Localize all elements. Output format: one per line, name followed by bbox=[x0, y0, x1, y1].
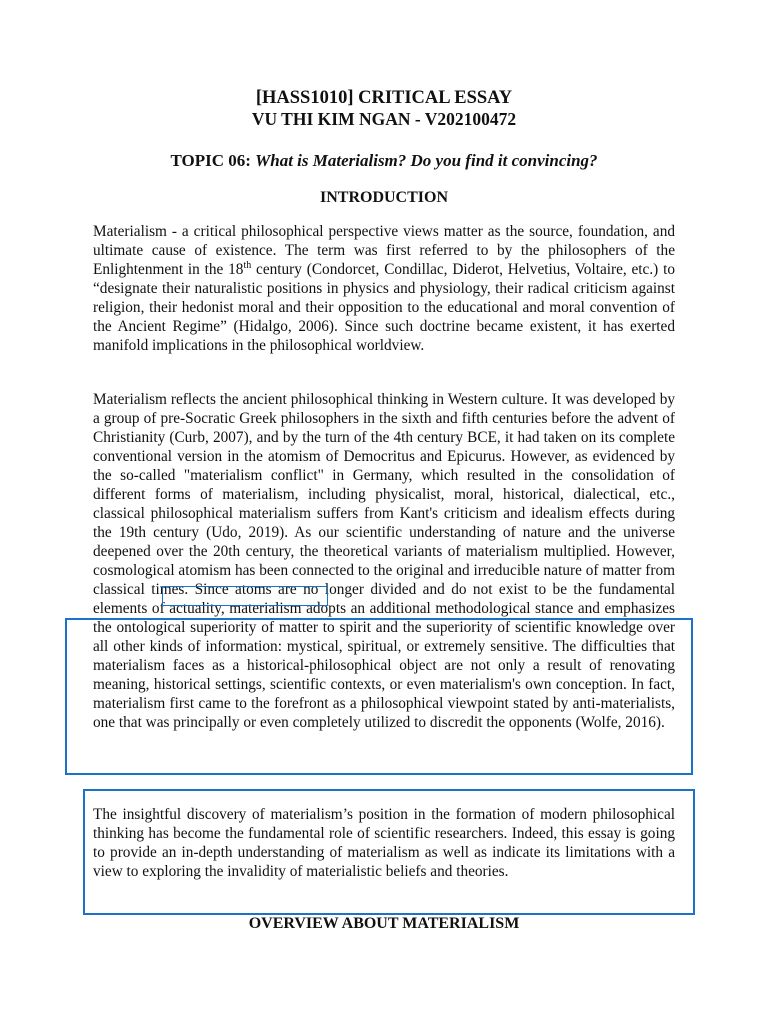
topic-prefix: TOPIC 06: bbox=[170, 151, 256, 170]
topic-line bbox=[0, 151, 768, 171]
paragraph-1-part-a: Materialism - a critical philosophical perspective views matter as the source, foundation, and ultimate cause of existence. The term was first referred to by the philosophers of the Enlightenment in the 18 bbox=[93, 223, 675, 278]
section-heading-introduction: INTRODUCTION bbox=[319, 189, 448, 206]
paragraph-1-part-b: century (Condorcet, Condillac, Diderot, Helvetius, Voltaire, etc.) to “designate their naturalistic positions in physics and physiology, their radical criticism against religion, their hedonist moral and their opposition to the educational and moral convention of the Ancient Regime” (Hidalgo, 2006). Since such doctrine became existent, it has exerted manifold implications in the philosophical worldview. bbox=[93, 261, 675, 354]
course-title: [HASS1010] CRITICAL ESSAY bbox=[255, 88, 513, 108]
ordinal-superscript: th bbox=[243, 259, 252, 271]
section-heading-overview: OVERVIEW ABOUT MATERIALISM bbox=[248, 915, 520, 932]
topic-question: What is Materialism? Do you find it convincing? bbox=[255, 151, 598, 170]
paragraph-2: Materialism reflects the ancient philosophical thinking in Western culture. It was developed by a group of pre-Socratic Greek philosophers in the sixth and fifth centuries before the advent of Christianity (Curb, 2007), and by the turn of the 4th century BCE, it had taken on its complete conventional version in the atomism of Democritus and Epicurus. However, as evidenced by the so-called "materialism conflict" in Germany, which resulted in the consolidation of different forms of materialism, including physicalist, moral, historical, dialectical, etc., classical philosophical materialism suffers from Kant's criticism and idealism effects during the 19th century (Udo, 2019). As our scientific understanding of nature and the universe deepened over the 20th century, the theoretical variants of materialism multiplied. However, cosmological atomism has been connected to the original and irreducible nature of matter from classical times. Since atoms are no longer divided and do not exist to be the fundamental elements of actuality, materialism adopts an additional methodological stance and emphasizes the ontological superiority of matter to spirit and the superiority of scientific knowledge over all other kinds of information: mystical, spiritual, or extremely sensitive. The difficulties that materialism faces as a historical-philosophical object are not only a result of renovating meaning, historical settings, scientific contexts, or even materialism's own conception. In fact, materialism first came to the forefront as a philosophical viewpoint stated by anti-materialists, one that was principally or even completely utilized to discredit the opponents (Wolfe, 2016). bbox=[93, 391, 675, 731]
paragraph-3: The insightful discovery of materialism’s position in the formation of modern philosophical thinking has become the fundamental role of scientific researchers. Indeed, this essay is going to provide an in-depth understanding of materialism as well as indicate its limitations with a view to exploring the invalidity of materialistic beliefs and theories. bbox=[93, 806, 675, 880]
author-line: VU THI KIM NGAN - V202100472 bbox=[251, 109, 517, 129]
paragraph-1 bbox=[93, 222, 675, 355]
